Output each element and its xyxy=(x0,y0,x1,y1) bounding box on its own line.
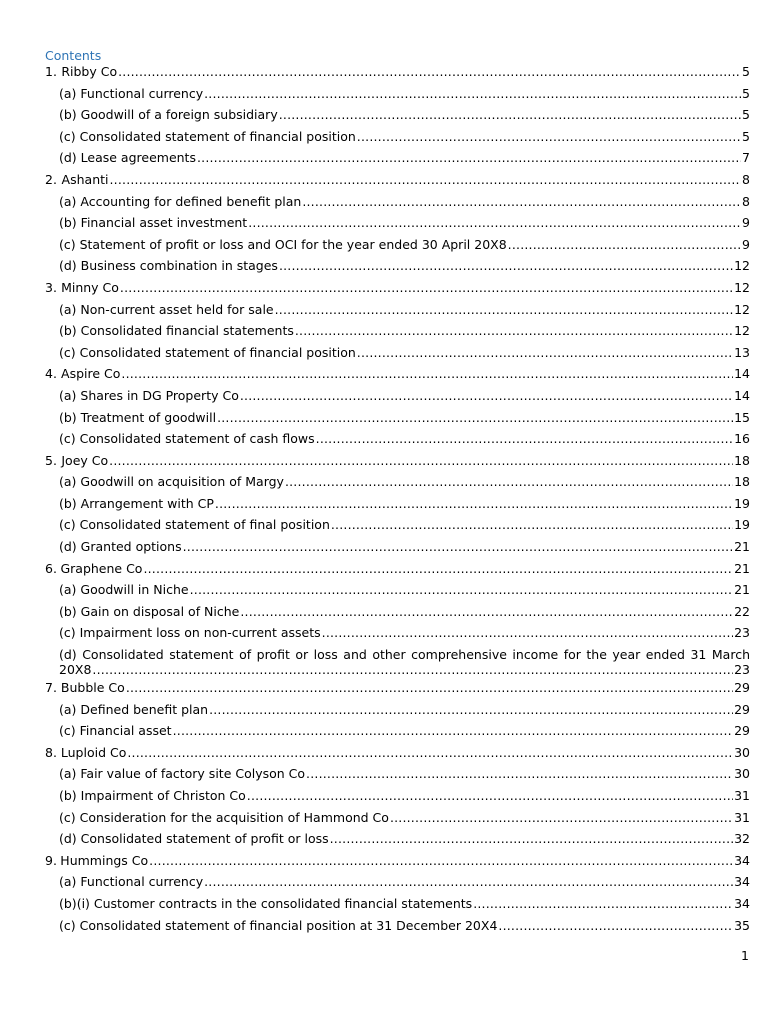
toc-entry-page: 34 xyxy=(734,852,750,868)
toc-entry-subsection[interactable] xyxy=(45,258,750,280)
toc-entry-number: 3. xyxy=(45,279,57,295)
toc-entry-title: (c) Consolidated statement of cash flows xyxy=(59,431,315,447)
toc-entry-page: 21 xyxy=(734,560,750,576)
toc-entry-page: 12 xyxy=(734,301,750,317)
dot-leader xyxy=(306,766,733,781)
toc-entry-subsection[interactable] xyxy=(45,215,750,237)
toc-entry-section[interactable] xyxy=(45,453,750,475)
toc-entry-title: (a) Accounting for defined benefit plan xyxy=(59,193,302,209)
dot-leader xyxy=(190,582,733,597)
toc-entry-title: (b) Treatment of goodwill xyxy=(59,409,217,425)
toc-entry-title: (c) Consideration for the acquisition of Hammond Co xyxy=(59,809,389,825)
toc-entry-page: 15 xyxy=(734,409,750,425)
toc-entry-page: 29 xyxy=(734,723,750,739)
toc-entry-page: 16 xyxy=(734,431,750,447)
toc-entry-number: 6. xyxy=(45,560,57,576)
toc-entry-title: (a) Shares in DG Property Co xyxy=(59,387,239,403)
dot-leader xyxy=(285,474,733,489)
toc-entry-subsection[interactable] xyxy=(45,788,750,810)
toc-entry-subsection[interactable] xyxy=(45,129,750,151)
toc-entry-page: 21 xyxy=(734,582,750,598)
toc-entry-page: 12 xyxy=(734,323,750,339)
toc-entry-subsection[interactable] xyxy=(45,539,750,561)
dot-leader xyxy=(118,64,741,79)
dot-leader xyxy=(357,129,741,144)
dot-leader xyxy=(247,788,733,803)
toc-entry-page: 12 xyxy=(734,258,750,274)
toc-entry-page: 7 xyxy=(742,150,750,166)
toc-entry-section[interactable] xyxy=(45,561,750,583)
toc-entry-title: (d) Lease agreements xyxy=(59,150,196,166)
toc-entry-section[interactable] xyxy=(45,853,750,875)
toc-entry-title: Minny Co xyxy=(61,279,119,295)
dot-leader xyxy=(248,215,741,230)
toc-entry-title: (c) Consolidated statement of financial position xyxy=(59,128,356,144)
toc-entry-title: (c) Impairment loss on non-current assets xyxy=(59,625,321,641)
toc-entry-page: 29 xyxy=(734,701,750,717)
toc-entry-number: 4. xyxy=(45,366,57,382)
toc-entry-page: 30 xyxy=(734,766,750,782)
toc-entry-title: (a) Non-current asset held for sale xyxy=(59,301,274,317)
toc-entry-title: (d) Granted options xyxy=(59,539,182,555)
toc-entry-subsection[interactable] xyxy=(45,582,750,604)
dot-leader xyxy=(302,194,741,209)
toc-entry-subsection[interactable] xyxy=(45,431,750,453)
toc-entry-title: (a) Functional currency xyxy=(59,874,204,890)
toc-entry-subsection[interactable] xyxy=(45,918,750,940)
dot-leader xyxy=(126,680,733,695)
toc-entry-title: (b) Arrangement with CP xyxy=(59,495,214,511)
toc-entry-subsection[interactable] xyxy=(45,410,750,432)
dot-leader xyxy=(275,302,733,317)
toc-entry-page: 5 xyxy=(742,64,750,79)
toc-entry-subsection[interactable] xyxy=(45,496,750,518)
dot-leader xyxy=(110,172,742,187)
toc-entry-number: 8. xyxy=(45,744,57,760)
toc-entry-title: (b) Impairment of Christon Co xyxy=(59,788,246,803)
toc-entry-page: 9 xyxy=(742,215,750,231)
toc-entry-page: 34 xyxy=(734,895,750,911)
toc-entry-title: (b)(i) Customer contracts in the consolidated financial statements xyxy=(59,895,473,911)
toc-entry-page: 14 xyxy=(734,366,750,382)
dot-leader xyxy=(143,561,733,576)
dot-leader xyxy=(316,431,733,446)
toc-entry-subsection[interactable] xyxy=(45,702,750,724)
toc-entry-subsection[interactable] xyxy=(45,604,750,626)
toc-entry-title: Aspire Co xyxy=(61,366,121,382)
toc-entry-page: 23 xyxy=(734,625,750,641)
toc-entry-title: Ribby Co xyxy=(61,64,118,79)
toc-entry-title: (b) Goodwill of a foreign subsidiary xyxy=(59,107,278,123)
toc-entry-section[interactable] xyxy=(45,64,750,86)
toc-entry-number: 5. xyxy=(45,452,57,468)
dot-leader xyxy=(357,345,733,360)
toc-entry-subsection[interactable] xyxy=(45,194,750,216)
toc-entry-page: 18 xyxy=(734,452,750,468)
dot-leader xyxy=(92,662,733,677)
toc-entry-number: 2. xyxy=(45,171,57,187)
toc-entry-title: Joey Co xyxy=(61,452,109,468)
toc-entry-number: 9. xyxy=(45,852,57,868)
toc-entry-section[interactable] xyxy=(45,366,750,388)
toc-entry-subsection[interactable] xyxy=(45,302,750,324)
dot-leader xyxy=(209,702,733,717)
toc-entry-subsection[interactable] xyxy=(45,647,750,680)
dot-leader xyxy=(183,539,733,554)
toc-entry-title: (c) Consolidated statement of financial position at 31 December 20X4 xyxy=(59,917,498,933)
dot-leader xyxy=(322,625,733,640)
toc-entry-page: 31 xyxy=(734,809,750,825)
dot-leader xyxy=(508,237,741,252)
dot-leader xyxy=(279,107,741,122)
toc-entry-subsection[interactable] xyxy=(45,874,750,896)
toc-entry-page: 31 xyxy=(734,788,750,803)
dot-leader xyxy=(204,86,741,101)
toc-entry-page: 23 xyxy=(734,662,750,678)
toc-entry-page: 19 xyxy=(734,517,750,533)
toc-entry-title: (d) Consolidated statement of profit or loss xyxy=(59,831,329,847)
dot-leader xyxy=(240,388,733,403)
dot-leader xyxy=(109,453,733,468)
dot-leader xyxy=(173,723,734,738)
toc-entry-title: (c) Statement of profit or loss and OCI for the year ended 30 April 20X8 xyxy=(59,236,507,252)
toc-entry-page: 12 xyxy=(734,279,750,295)
toc-entry-title: Luploid Co xyxy=(60,744,127,760)
toc-entry-page: 18 xyxy=(734,474,750,490)
dot-leader xyxy=(498,918,733,933)
toc-entry-subsection[interactable] xyxy=(45,388,750,410)
dot-leader xyxy=(279,258,733,273)
dot-leader xyxy=(204,874,733,889)
toc-entry-subsection[interactable] xyxy=(45,323,750,345)
dot-leader xyxy=(390,810,733,825)
toc-entry-subsection[interactable] xyxy=(45,896,750,918)
toc-entry-page: 35 xyxy=(734,917,750,933)
toc-entry-title: (a) Goodwill on acquisition of Margy xyxy=(59,474,284,490)
toc-entry-page: 9 xyxy=(742,236,750,252)
toc-entry-title: (c) Consolidated statement of final position xyxy=(59,517,330,533)
toc-entry-page: 13 xyxy=(734,344,750,360)
toc-entry-subsection[interactable] xyxy=(45,474,750,496)
toc-entry-page: 30 xyxy=(734,744,750,760)
toc-entry-number: 7. xyxy=(45,680,57,696)
toc-entry-title: Bubble Co xyxy=(60,680,125,696)
toc-entry-subsection[interactable] xyxy=(45,625,750,647)
toc-entry-page: 21 xyxy=(734,539,750,555)
toc-entry-page: 32 xyxy=(734,831,750,847)
toc-entry-title: (b) Consolidated financial statements xyxy=(59,323,294,339)
toc-entry-subsection[interactable] xyxy=(45,345,750,367)
toc-entry-section[interactable] xyxy=(45,280,750,302)
toc-entry-page: 5 xyxy=(742,85,750,101)
toc-entry-title: (a) Fair value of factory site Colyson Co xyxy=(59,766,306,782)
toc-entry-page: 8 xyxy=(742,171,750,187)
toc-entry-subsection[interactable] xyxy=(45,831,750,853)
toc-entry-title: Graphene Co xyxy=(60,560,143,576)
toc-entry-subsection[interactable] xyxy=(45,107,750,129)
dot-leader xyxy=(331,517,733,532)
toc-entry-page: 22 xyxy=(734,603,750,619)
dot-leader xyxy=(197,150,741,165)
toc-entry-section[interactable] xyxy=(45,172,750,194)
toc-entry-page: 5 xyxy=(742,107,750,123)
toc-entry-title: Ashanti xyxy=(61,171,109,187)
dot-leader xyxy=(473,896,733,911)
toc-entry-subsection[interactable] xyxy=(45,810,750,832)
toc-entry-section[interactable] xyxy=(45,745,750,767)
toc-entry-page: 19 xyxy=(734,495,750,511)
toc-entry-subsection[interactable] xyxy=(45,86,750,108)
dot-leader xyxy=(215,496,733,511)
toc-entry-number: 1. xyxy=(45,64,57,79)
dot-leader xyxy=(127,745,733,760)
toc-entry-subsection[interactable] xyxy=(45,517,750,539)
toc-heading: Contents xyxy=(45,48,102,63)
toc-entry-subsection[interactable] xyxy=(45,150,750,172)
toc-entry-title: (d) Business combination in stages xyxy=(59,258,278,274)
dot-leader xyxy=(120,280,733,295)
toc-entry-title: (b) Financial asset investment xyxy=(59,215,248,231)
dot-leader xyxy=(240,604,733,619)
table-of-contents xyxy=(45,64,750,939)
toc-entry-title: (c) Consolidated statement of financial position xyxy=(59,344,356,360)
dot-leader xyxy=(121,366,733,381)
toc-entry-title: Hummings Co xyxy=(60,852,149,868)
dot-leader xyxy=(295,323,733,338)
toc-entry-title: (c) Financial asset xyxy=(59,723,172,739)
toc-entry-page: 29 xyxy=(734,680,750,696)
toc-entry-subsection[interactable] xyxy=(45,237,750,259)
toc-entry-page: 34 xyxy=(734,874,750,890)
toc-entry-page: 5 xyxy=(742,128,750,144)
dot-leader xyxy=(330,831,733,846)
toc-entry-title: (b) Gain on disposal of Niche xyxy=(59,603,240,619)
toc-entry-title-continued: 20X8 xyxy=(59,662,92,678)
dot-leader xyxy=(217,410,733,425)
page-number: 1 xyxy=(741,948,749,963)
toc-entry-subsection[interactable] xyxy=(45,723,750,745)
toc-entry-page: 8 xyxy=(742,193,750,209)
toc-entry-title: (d) Consolidated statement of profit or loss and other comprehensive income for the year ended 31 March xyxy=(59,647,750,663)
dot-leader xyxy=(149,853,733,868)
toc-entry-subsection[interactable] xyxy=(45,766,750,788)
toc-entry-page: 14 xyxy=(734,387,750,403)
toc-entry-title: (a) Defined benefit plan xyxy=(59,701,209,717)
toc-entry-title: (a) Goodwill in Niche xyxy=(59,582,189,598)
toc-entry-section[interactable] xyxy=(45,680,750,702)
toc-entry-title: (a) Functional currency xyxy=(59,85,204,101)
